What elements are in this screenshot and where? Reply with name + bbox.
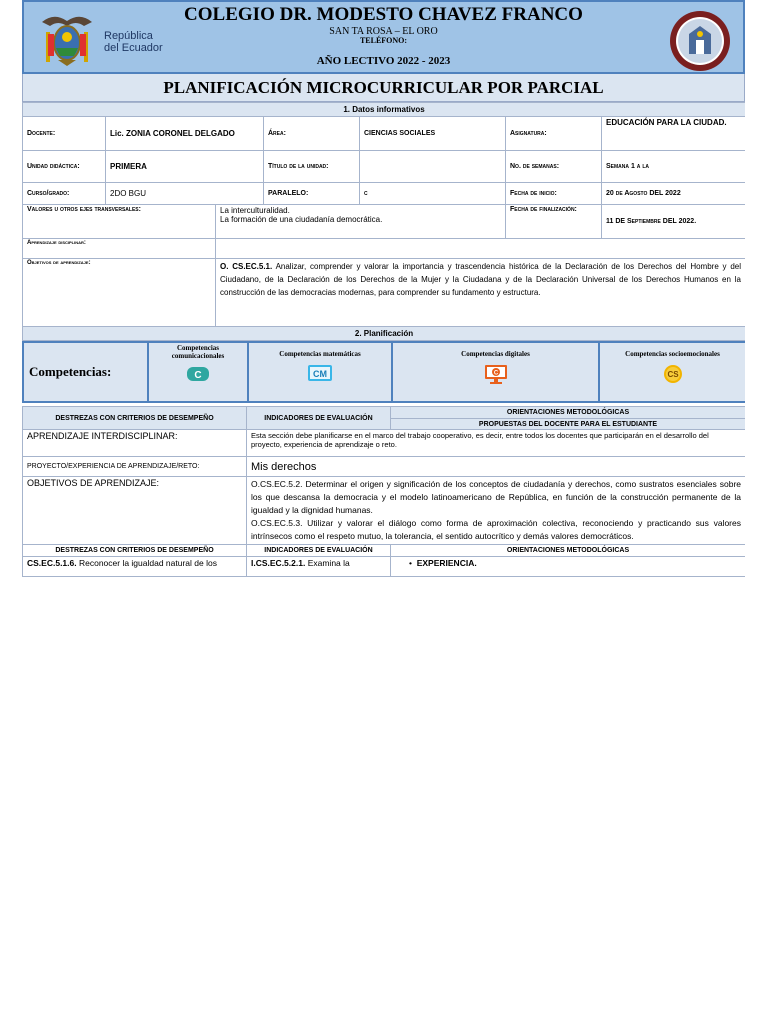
parallel-label: PARALELO: [264, 183, 360, 205]
republic-label: República del Ecuador [104, 30, 163, 54]
skills-header-repeat: DESTREZAS CON CRITERIOS DE DESEMPEÑO [23, 545, 247, 557]
unit-value: PRIMERA [106, 151, 264, 183]
interdisciplinary-text: Esta sección debe planificarse en el marco del trabajo cooperativo, es decir, entre todos los docentes que participarán en el desarrollo del proyecto, experiencia de aprendizaje o reto. [247, 430, 746, 457]
course-value: 2DO BGU [106, 183, 264, 205]
competency-digital: Competencias digitales C [392, 342, 599, 402]
school-seal-icon [669, 10, 731, 72]
objectives2-label: OBJETIVOS DE APRENDIZAJE: [23, 477, 247, 545]
teacher-label: Docente: [23, 117, 106, 151]
school-location: SAN TA ROSA – EL ORO [329, 26, 438, 37]
school-name: COLEGIO DR. MODESTO CHAVEZ FRANCO [184, 4, 583, 25]
end-date-label: Fecha de finalización: [506, 205, 602, 239]
digital-icon [483, 364, 509, 386]
methodology-header-repeat: ORIENTACIONES METODOLÓGICAS [391, 545, 746, 557]
objectives-label: Objetivos de aprendizaje: [23, 259, 216, 327]
school-header [22, 0, 745, 74]
section-1-heading: 1. Datos informativos [23, 103, 746, 117]
objectives-value: O. CS.EC.5.1. Analizar, comprender y valorar la importancia y trascendencia histórica de la Declaración de los Derechos del Hombre y del Ciudadano, de la Declaración de los Derechos de la Mujer y la Ciudadana y de la Declaración Universal de los Derechos Humanos en la construcción de las democracias modernas, para comprender su fundamento y estructura. [216, 259, 746, 327]
unit-title-label: Título de la unidad: [264, 151, 360, 183]
competency-communication: Competencias comunicacionales C [148, 342, 248, 402]
indicators-header: INDICADORES DE EVALUACIÓN [247, 407, 391, 430]
teacher-value: Lic. ZONIA CORONEL DELGADO [106, 117, 264, 151]
competency-socioemotional: Competencias socioemocionales CS [599, 342, 745, 402]
socioemotional-icon [661, 364, 685, 384]
svg-text:C: C [493, 370, 498, 377]
skill-cell: CS.EC.5.1.6. Reconocer la igualdad natural de los [23, 557, 247, 577]
weeks-label: No. de semanas: [506, 151, 602, 183]
objectives2-value: O.CS.EC.5.2. Determinar el origen y significación de los conceptos de ciudadanía y derechos, como sustratos esenciales sobre los que descansa la democracia y el modelo latinoamericano de República, en función de la construcción permanente de la igualdad y la dignidad humanas. O.CS.EC.5.3. Utilizar y valorar el diálogo como forma de aproximación colectiva, reconociendo y practicando sus valores intrínsecos como el respeto mutuo, la tolerancia, el sentido autocrítico y demás valores democráticos. [247, 477, 746, 545]
subject-label: Asignatura: [506, 117, 602, 151]
area-label: Área: [264, 117, 360, 151]
interdisciplinary-label: APRENDIZAJE INTERDISCIPLINAR: [23, 430, 247, 457]
unit-label: Unidad didáctica: [23, 151, 106, 183]
values-value: La interculturalidad. La formación de una ciudadanía democrática. [216, 205, 506, 239]
proposals-header: PROPUESTAS DEL DOCENTE PARA EL ESTUDIANTE [391, 419, 746, 430]
informative-data-table [22, 102, 745, 341]
unit-title-value [360, 151, 506, 183]
skills-header: DESTREZAS CON CRITERIOS DE DESEMPEÑO [23, 407, 247, 430]
indicator-cell: I.CS.EC.5.2.1. Examina la [247, 557, 391, 577]
telephone-label: TELÉFONO: [359, 36, 408, 45]
start-date-value: 20 de Agosto DEL 2022 [602, 183, 746, 205]
competencies-table [22, 341, 745, 403]
document-title: PLANIFICACIÓN MICROCURRICULAR POR PARCIAL [22, 74, 745, 102]
project-label: PROYECTO/EXPERIENCIA DE APRENDIZAJE/RETO: [23, 457, 247, 477]
communication-icon [186, 366, 210, 384]
weeks-value: Semana 1 a la [602, 151, 746, 183]
section-2-heading: 2. Planificación [23, 327, 746, 341]
indicators-header-repeat: INDICADORES DE EVALUACIÓN [247, 545, 391, 557]
svg-text:C: C [194, 370, 202, 381]
end-date-value: 11 DE Septiembre DEL 2022. [602, 205, 746, 239]
competency-math: Competencias matemáticas CM [248, 342, 392, 402]
values-label: Valores u otros ejes transversales: [23, 205, 216, 239]
disciplinary-label: Aprendizaje disciplinar: [23, 239, 216, 259]
methodology-header: ORIENTACIONES METODOLÓGICAS [391, 407, 746, 419]
start-date-label: Fecha de inicio: [506, 183, 602, 205]
planning-document [22, 0, 745, 593]
math-icon [307, 364, 333, 384]
method-cell: • EXPERIENCIA. [391, 557, 746, 577]
subject-value: EDUCACIÓN PARA LA CIUDAD. [602, 117, 746, 151]
course-label: Curso/grado: [23, 183, 106, 205]
disciplinary-value [216, 239, 746, 259]
project-value: Mis derechos [247, 457, 746, 477]
area-value: CIENCIAS SOCIALES [360, 117, 506, 151]
competencies-label: Competencias: [23, 342, 148, 402]
svg-text:CS: CS [666, 370, 679, 379]
svg-text:CM: CM [313, 369, 327, 379]
parallel-value: c [360, 183, 506, 205]
planning-table [22, 406, 745, 577]
school-year: AÑO LECTIVO 2022 - 2023 [316, 55, 451, 67]
